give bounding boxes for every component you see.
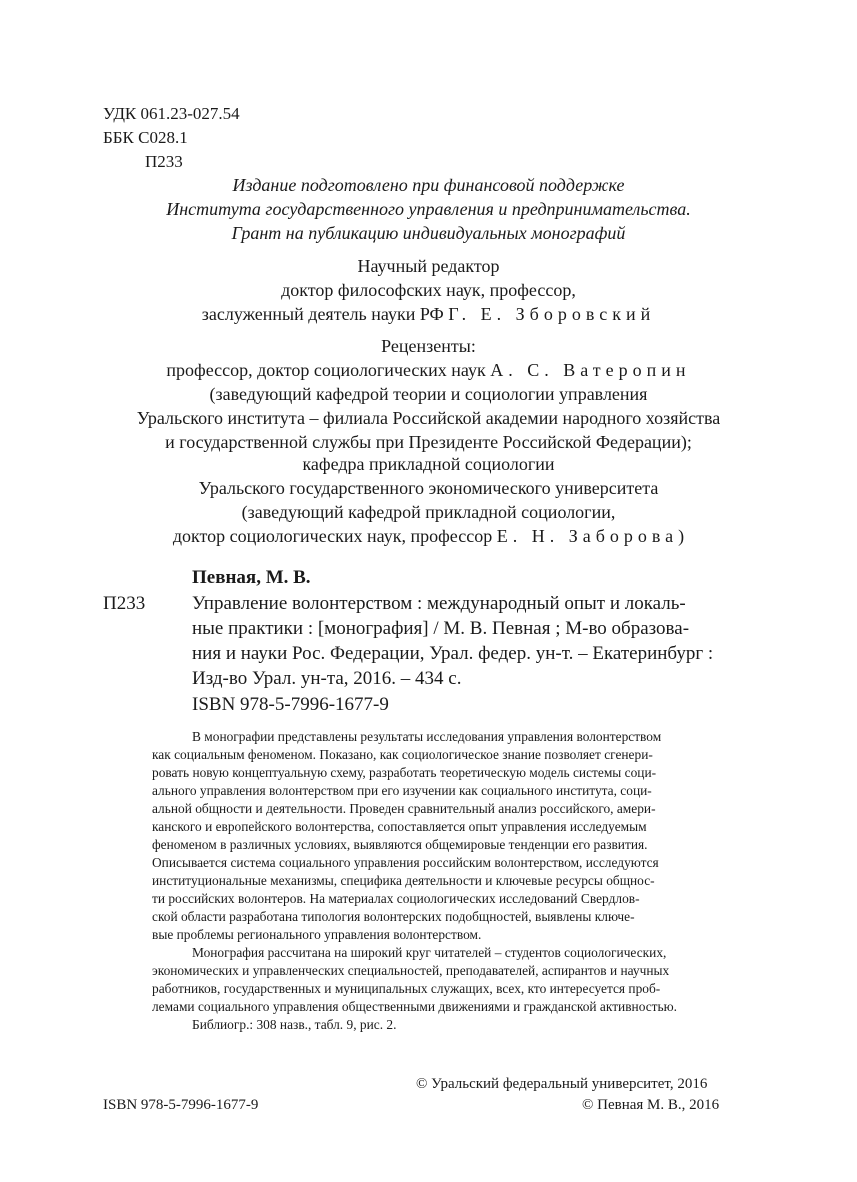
annotation-line: лемами социального управления общественными движениями и гражданской активностью. — [152, 999, 677, 1014]
grant-line: Издание подготовлено при финансовой поддержке — [232, 175, 625, 195]
bibliographic-description — [192, 591, 752, 691]
footer-isbn: ISBN 978-5-7996-1677-9 — [103, 1097, 259, 1113]
bbk-code: ББК С028.1 — [103, 128, 188, 147]
annotation-line: институциональные механизмы, специфика деятельности и ключевые ресурсы общнос- — [152, 873, 655, 888]
reviewer-1-line — [0, 358, 857, 382]
reviewer-2-head: (заведующий кафедрой прикладной социологии, — [241, 502, 616, 522]
scientific-editor — [0, 254, 857, 326]
reviewer-2-prefix: доктор социологических наук, профессор — [172, 526, 493, 546]
annotation-line: ровать новую концептуальную схему, разработать теоретическую модель системы соци- — [152, 765, 657, 780]
copyright-university: © Уральский федеральный университет, 2016 — [416, 1076, 708, 1092]
annotation-line: канского и европейского волонтерства, сопоставляется опыт управления исследуемым — [152, 819, 647, 834]
reviewer-2-dept: кафедра прикладной социологии — [302, 454, 555, 474]
reviewer-1-affiliation: (заведующий кафедрой теории и социологии управления — [209, 384, 648, 404]
reviewer-2-name: Е. Н. Заборова — [496, 526, 679, 546]
annotation-biblio: Библиогр.: 308 назв., табл. 9, рис. 2. — [192, 1017, 397, 1032]
grant-line: Института государственного управления и предпринимательства. — [166, 199, 691, 219]
reviewer-1-affiliation: и государственной службы при Президенте Российской Федерации); — [165, 432, 692, 452]
reviewer-2-university: Уральского государственного экономического университета — [198, 478, 659, 498]
reviewers — [0, 334, 857, 454]
reviewers-title: Рецензенты: — [381, 336, 476, 356]
cutter-code: П233 — [145, 152, 183, 171]
reviewer-1-affiliation: Уральского института – филиала Российской академии народного хозяйства — [136, 408, 721, 428]
udk-code: УДК 061.23-027.54 — [103, 104, 240, 123]
copyright-notices — [416, 1074, 719, 1116]
reviewer-2 — [0, 452, 857, 548]
editor-degree: доктор философских наук, профессор, — [281, 280, 576, 300]
annotation-line: альной общности и деятельности. Проведен сравнительный анализ российского, амери- — [152, 801, 656, 816]
bibl-line: Управление волонтерством : международный опыт и локаль- — [192, 593, 686, 614]
editor-name: Г. Е. Зборовский — [448, 304, 656, 324]
classification-codes — [103, 102, 240, 174]
annotation-line: как социальным феноменом. Показано, как социологическое знание позволяет сгенери- — [152, 747, 653, 762]
bibl-line: Изд-во Урал. ун-та, 2016. – 434 с. — [192, 668, 462, 689]
grant-line: Грант на публикацию индивидуальных монографий — [231, 223, 626, 243]
editor-honor: заслуженный деятель науки РФ — [201, 304, 444, 324]
reviewer-2-line — [0, 524, 857, 548]
annotation-line: ти российских волонтеров. На материалах социологических исследований Свердлов- — [152, 891, 640, 906]
annotation-line: Описывается система социального управления российским волонтерством, исследуются — [152, 855, 659, 870]
annotation-line: вые проблемы регионального управления волонтерством. — [152, 927, 482, 942]
reviewer-2-suffix: ) — [678, 526, 685, 546]
record-author: Певная, М. В. — [192, 567, 311, 588]
reviewer-1-prefix: профессор, доктор социологических наук — [166, 360, 486, 380]
reviewer-1-name: А. С. Ватеропин — [490, 360, 691, 380]
editor-title: Научный редактор — [357, 256, 500, 276]
bibl-line: ния и науки Рос. Федерации, Урал. федер. ун-т. – Екатеринбург : — [192, 643, 714, 664]
annotation — [152, 728, 757, 1034]
copyright-author: © Певная М. В., 2016 — [582, 1097, 720, 1113]
annotation-line: феноменом в различных условиях, выявляются общемировые тенденции его развития. — [152, 837, 648, 852]
editor-honor-line — [0, 302, 857, 326]
annotation-line: экономических и управленческих специальностей, преподавателей, аспирантов и научных — [152, 963, 670, 978]
annotation-line: Монография рассчитана на широкий круг читателей – студентов социологических, — [192, 945, 667, 960]
annotation-line: ального управления волонтерством при его изучении как социального института, соци- — [152, 783, 652, 798]
bibl-line: ные практики : [монография] / М. В. Певная ; М-во образова- — [192, 618, 690, 639]
grant-notice — [0, 173, 857, 245]
annotation-line: ской области разработана типология волонтерских подобщностей, выявлены ключе- — [152, 909, 635, 924]
annotation-line: В монографии представлены результаты исследования управления волонтерством — [192, 729, 662, 744]
annotation-line: работников, государственных и муниципальных служащих, всех, кто интересуется проб- — [152, 981, 661, 996]
record-isbn: ISBN 978-5-7996-1677-9 — [192, 694, 389, 715]
record-call-number: П233 — [103, 593, 146, 614]
